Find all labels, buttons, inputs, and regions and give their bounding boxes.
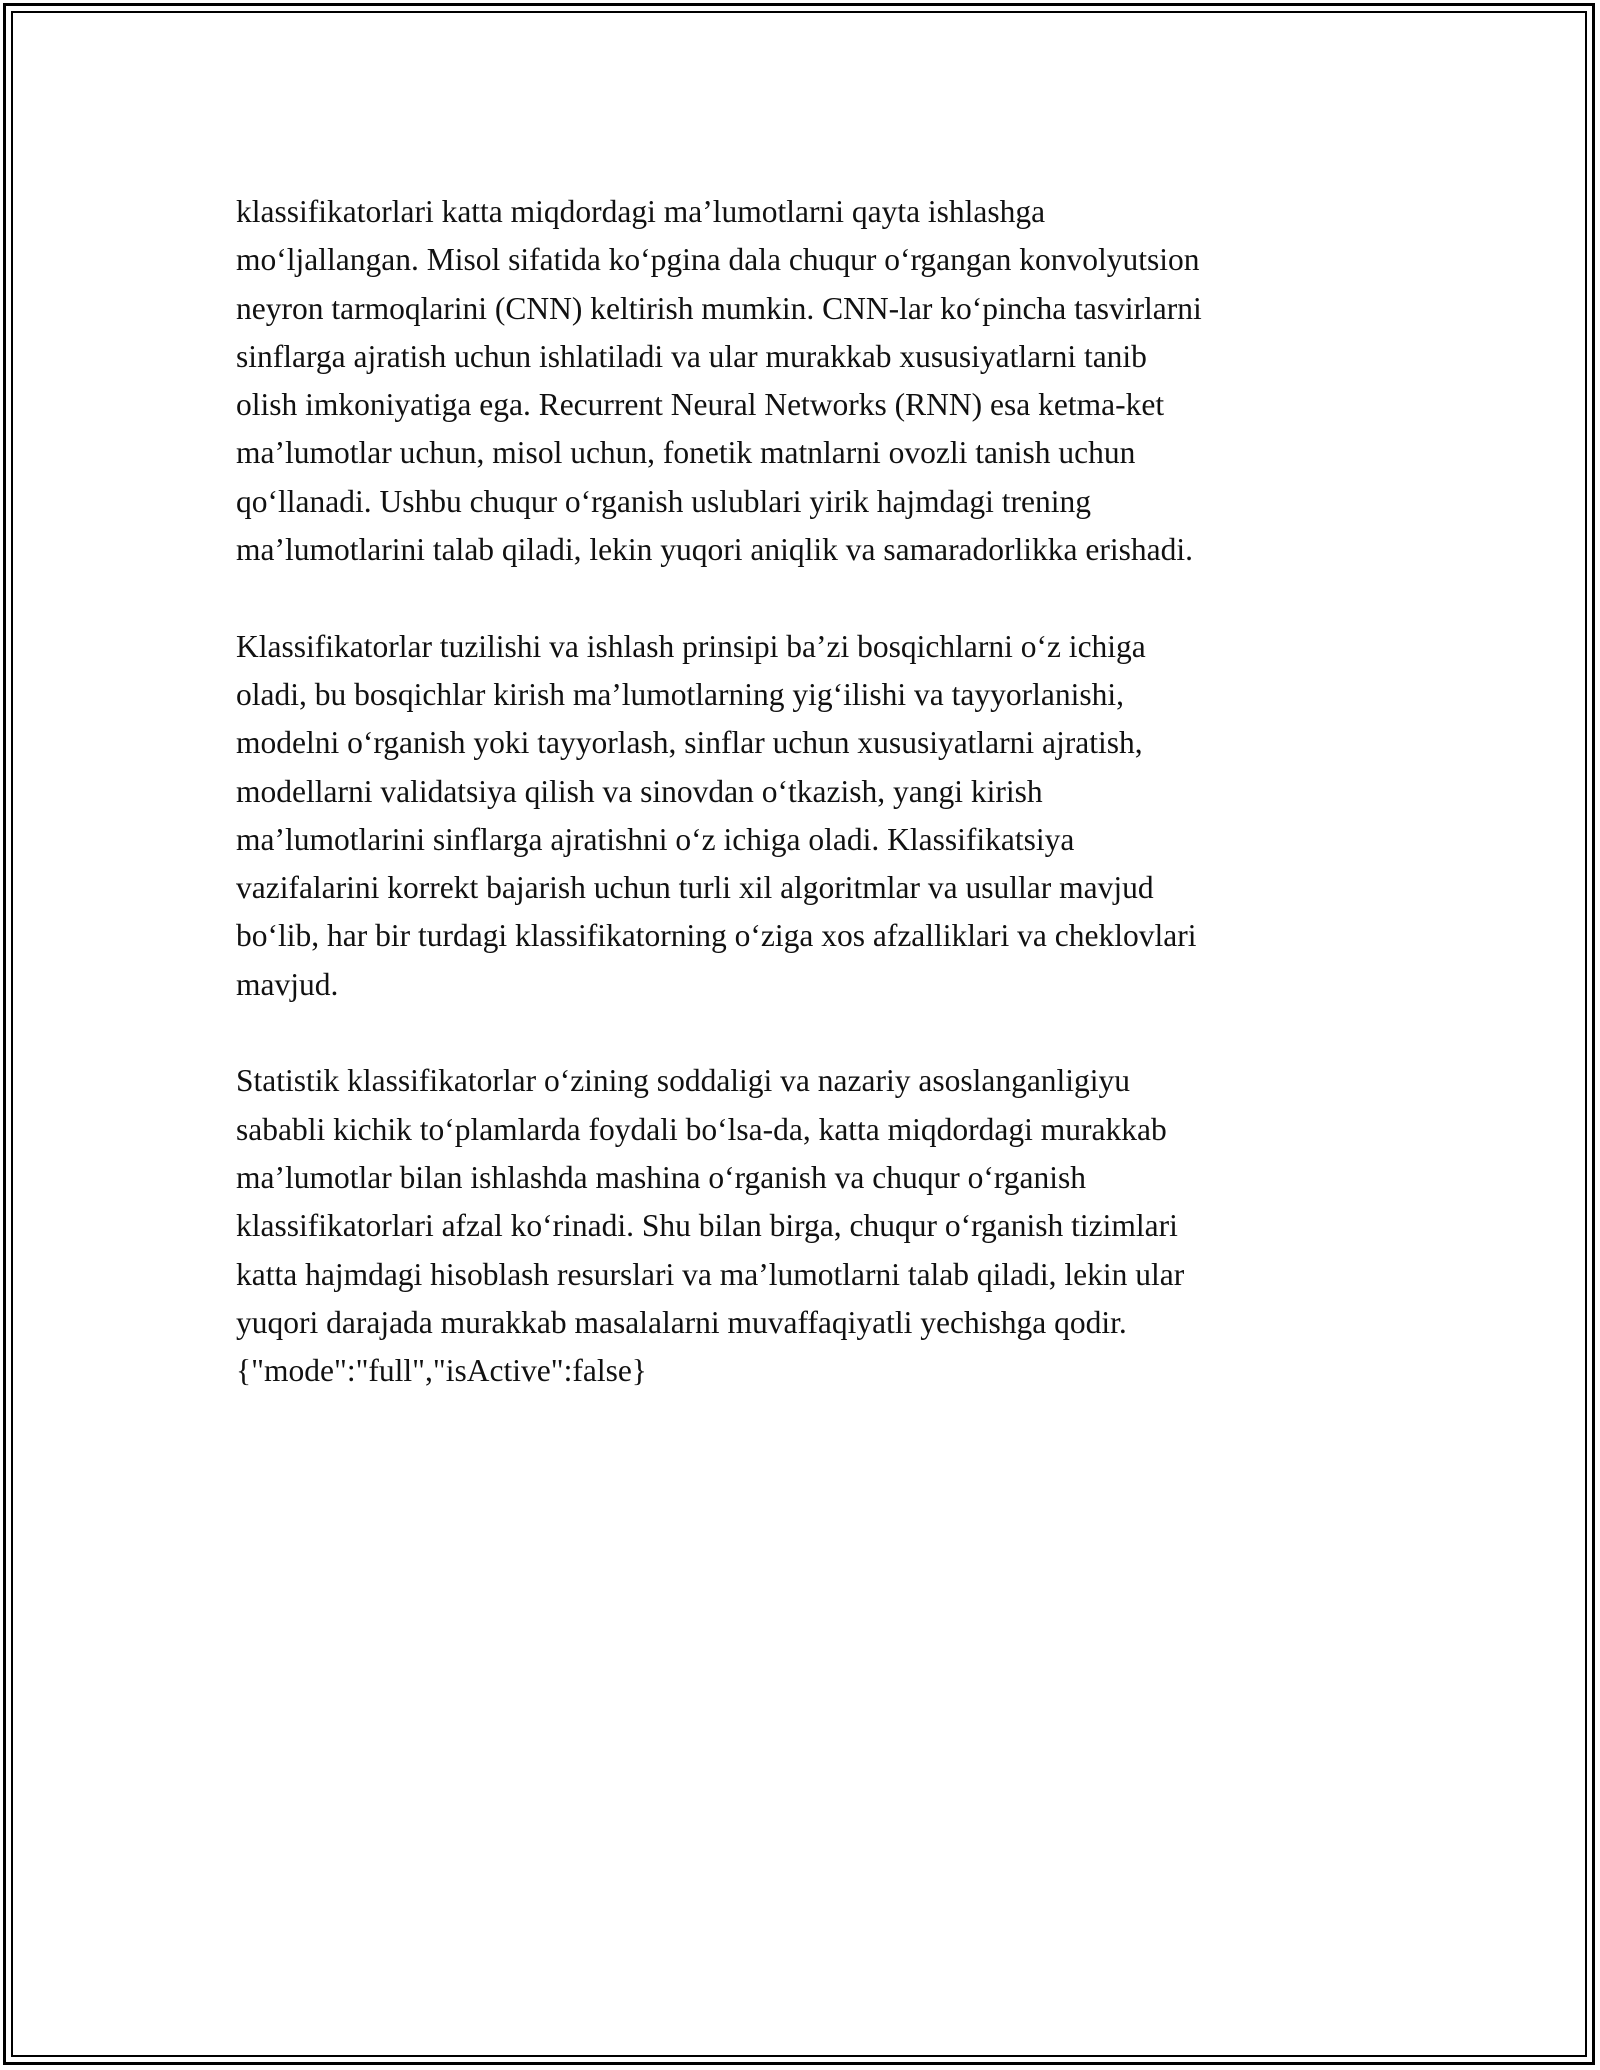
paragraph-deep-learning-classifiers: klassifikatorlari katta miqdordagi ma’lumotlarni qayta ishlashga mo‘ljallangan. Misol sifatida ko‘pgina dala chuqur o‘rgangan konvolyutsion neyron tarmoqlarini (CNN) keltirish mumkin. CNN-lar ko‘pincha tasvirlarni sinflarga ajratish uchun ishlatiladi va ular murakkab xususiyatlarni tanib olish imkoniyatiga ega. Recurrent Neural Networks (RNN) esa ketma-ket ma’lumotlar uchun, misol uchun, fonetik matnlarni ovozli tanish uchun qo‘llanadi. Ushbu chuqur o‘rganish uslublari yirik hajmdagi trening ma’lumotlarini talab qiladi, lekin yuqori aniqlik va samaradorlikka erishadi.: [236, 194, 1202, 568]
trailing-json-text: {"mode":"full","isActive":false}: [236, 1353, 647, 1389]
paragraph-classifier-structure: Klassifikatorlar tuzilishi va ishlash prinsipi ba’zi bosqichlarni o‘z ichiga oladi, bu bosqichlar kirish ma’lumotlarning yig‘ilishi va tayyorlanishi, modelni o‘rganish yoki tayyorlash, sinflar uchun xususiyatlarni ajratish, modellarni validatsiya qilish va sinovdan o‘tkazish, yangi kirish ma’lumotlarini sinflarga ajratishni o‘z ichiga oladi. Klassifikatsiya vazifalarini korrekt bajarish uchun turli xil algoritmlar va usullar mavjud bo‘lib, har bir turdagi klassifikatorning o‘ziga xos afzalliklari va cheklovlari mavjud.: [236, 628, 1197, 1002]
document-body: [236, 188, 1386, 1395]
paragraph-statistical-classifiers: Statistik klassifikatorlar o‘zining soddaligi va nazariy asoslanganligiyu sababli kichik to‘plamlarda foydali bo‘lsa-da, katta miqdordagi murakkab ma’lumotlar bilan ishlashda mashina o‘rganish va chuqur o‘rganish klassifikatorlari afzal ko‘rinadi. Shu bilan birga, chuqur o‘rganish tizimlari katta hajmdagi hisoblash resurslari va ma’lumotlarni talab qiladi, lekin ular yuqori darajada murakkab masalalarni muvaffaqiyatli yechishga qodir.: [236, 1063, 1185, 1340]
